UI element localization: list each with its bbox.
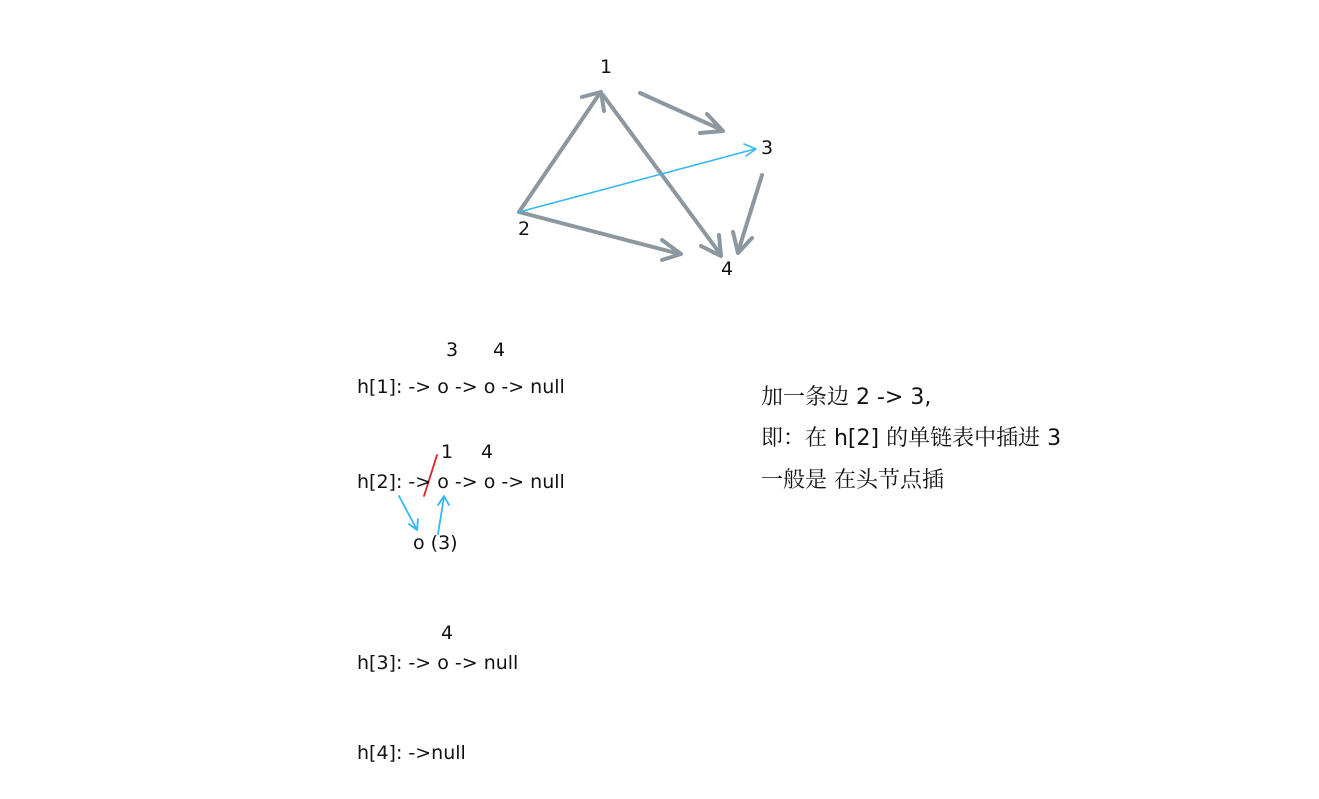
node-3-label: 3 — [761, 137, 774, 159]
h2-inserted-node: o (3) — [413, 532, 458, 554]
edge-3-to-4 — [733, 175, 762, 253]
edge-1-to-4 — [603, 95, 721, 256]
h3-list-text: h[3]: -> o -> null — [357, 652, 519, 674]
h4-list-text: h[4]: ->null — [357, 742, 466, 764]
edge-2-to-4 — [519, 212, 681, 260]
insert-arrow-in — [399, 496, 418, 530]
h2-list-text: h[2]: -> o -> o -> null — [357, 471, 565, 493]
edge-2-to-1 — [519, 92, 604, 212]
h1-list-text: h[1]: -> o -> o -> null — [357, 376, 565, 398]
edge-2-to-3-new — [519, 144, 756, 212]
h1-node-value-1: 3 — [446, 339, 459, 361]
note-line-3: 一般是 在头节点插 — [761, 468, 944, 493]
h2-node-value-2: 4 — [481, 441, 494, 463]
h1-node-value-2: 4 — [493, 339, 506, 361]
note-line-1: 加一条边 2 -> 3, — [761, 385, 932, 410]
h2-node-value-1: 1 — [441, 441, 454, 463]
node-1-label: 1 — [600, 56, 613, 78]
node-4-label: 4 — [721, 258, 734, 280]
insert-arrow-out — [438, 496, 449, 534]
h3-node-value-1: 4 — [441, 622, 454, 644]
note-line-2: 即：在 h[2] 的单链表中插进 3 — [761, 426, 1062, 451]
node-2-label: 2 — [518, 218, 531, 240]
edge-1-to-3 — [640, 93, 723, 133]
